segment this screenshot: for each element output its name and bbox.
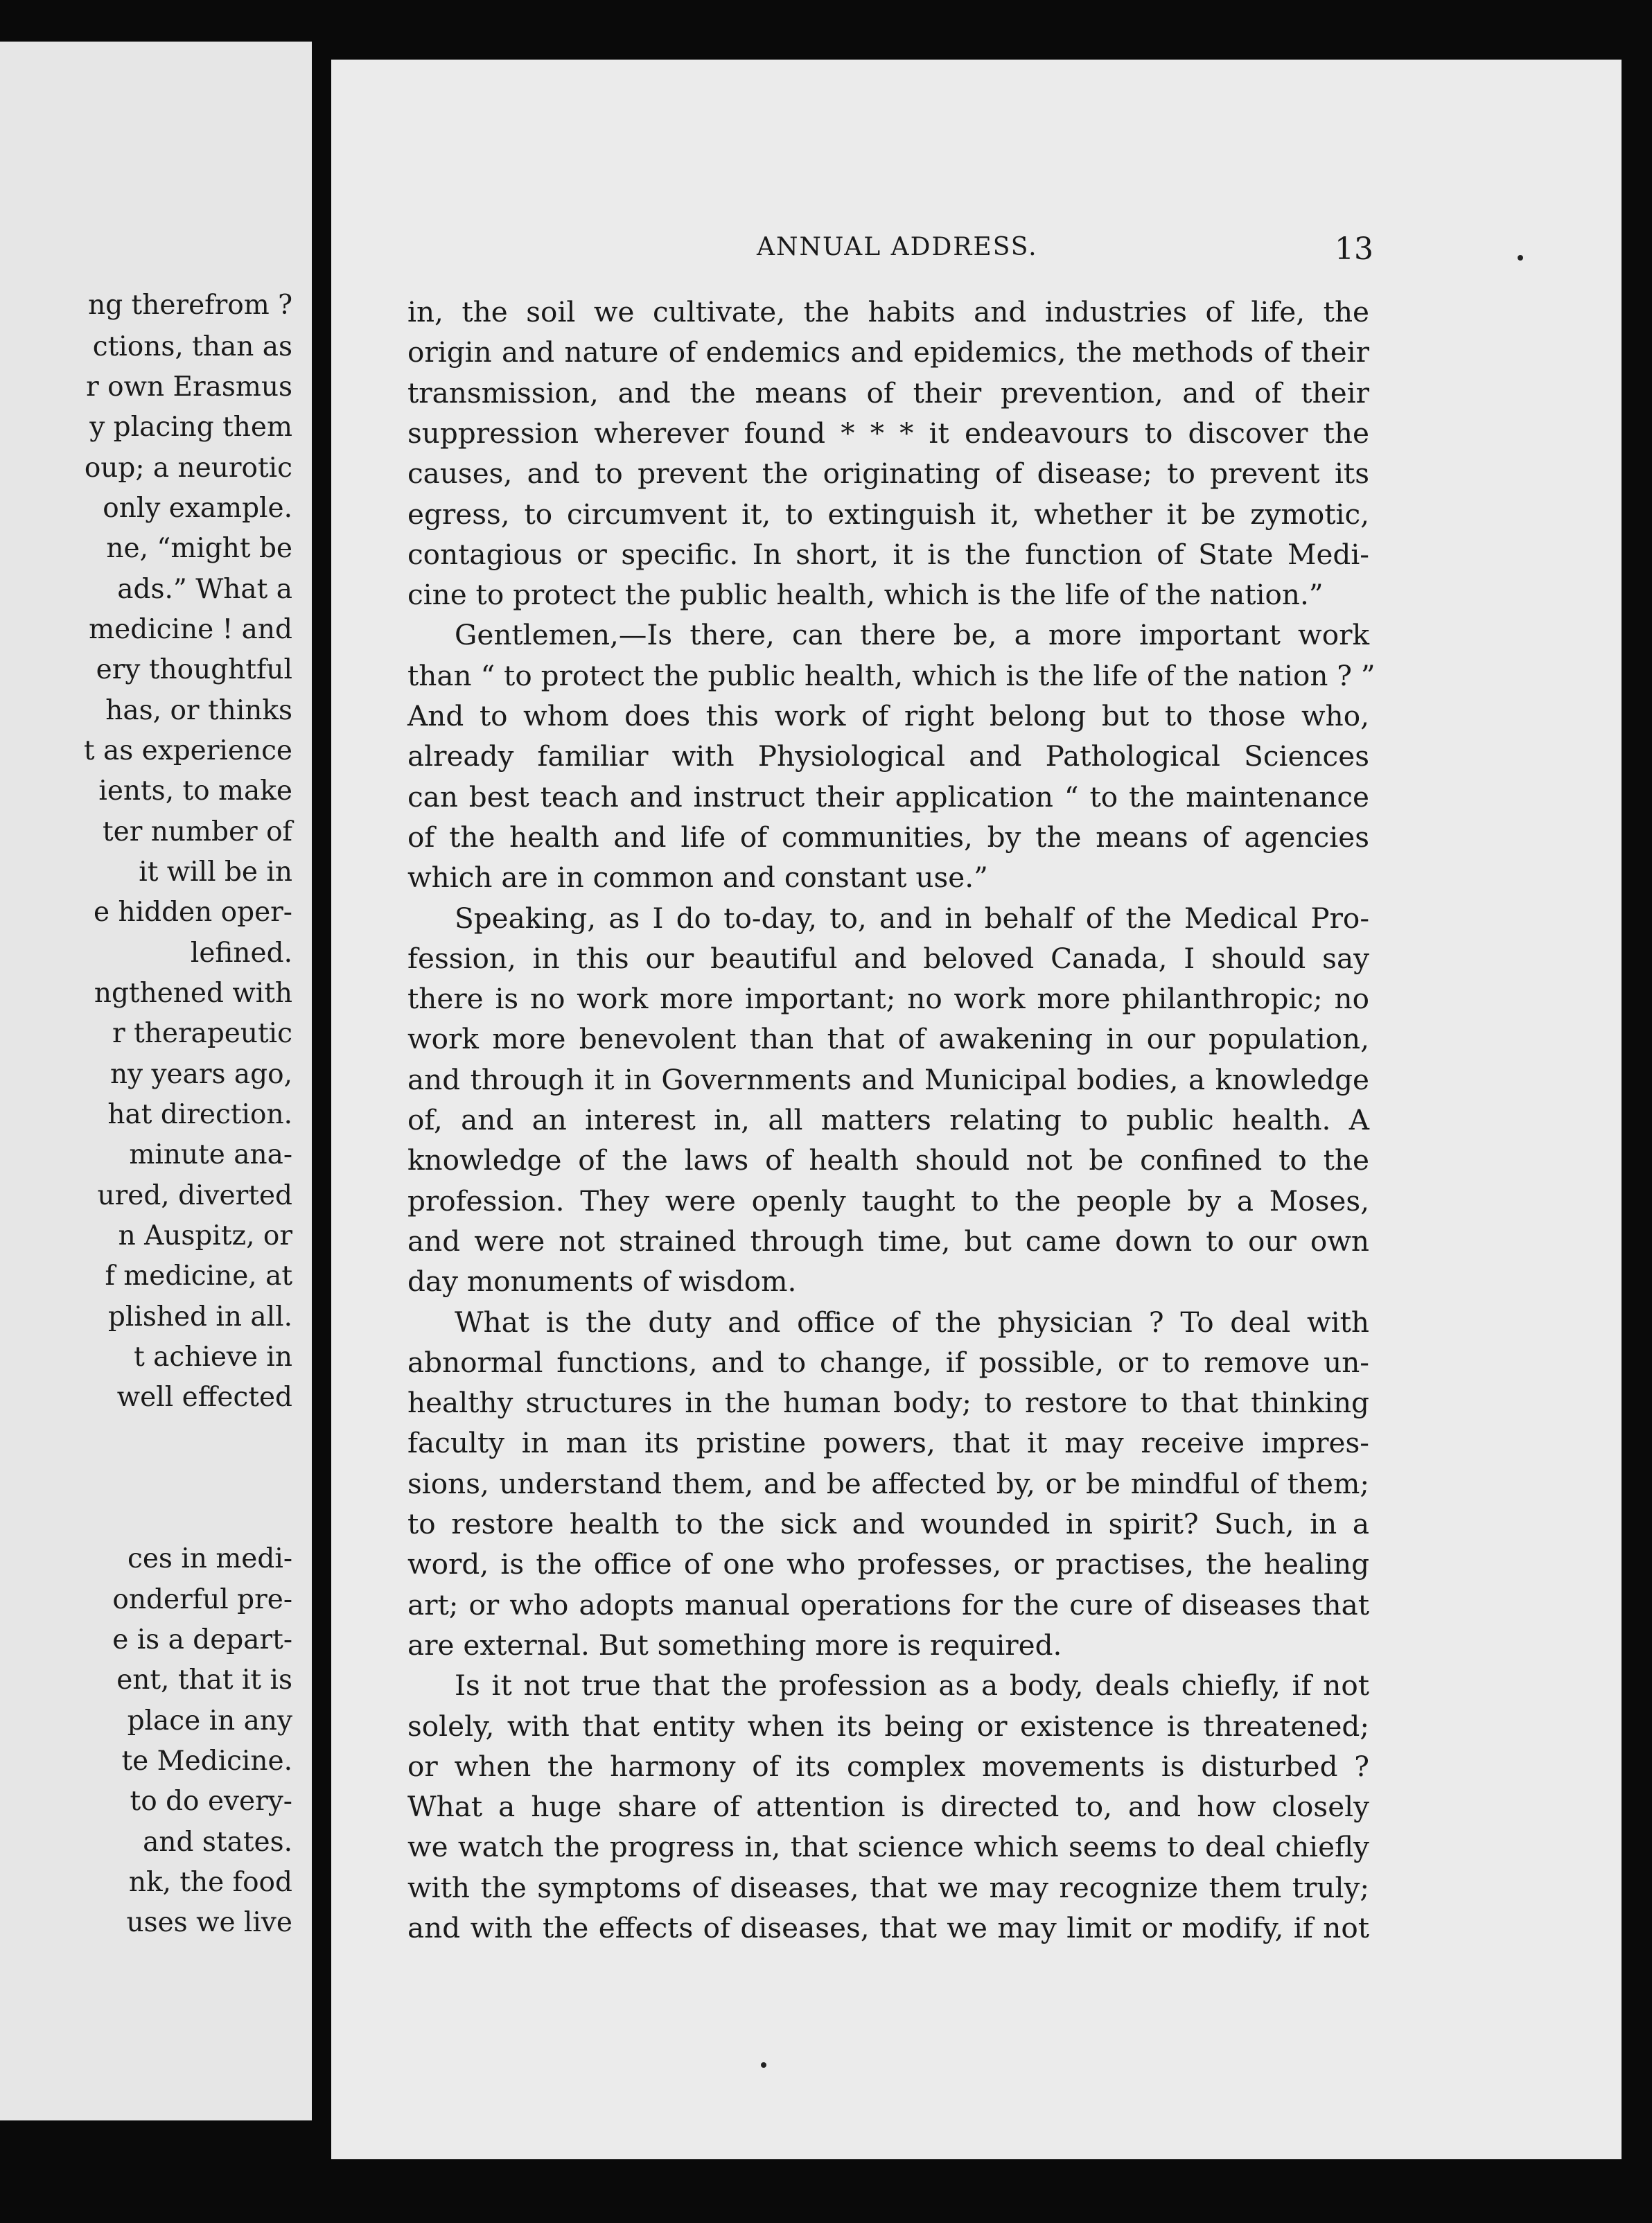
text-line: word, is the office of one who professes, or practises, the healing — [407, 1547, 1369, 1581]
speck — [761, 2062, 766, 2068]
text-line: contagious or specific. In short, it is the function of State Medi- — [407, 537, 1369, 571]
left-page-line: ients, to make — [98, 775, 292, 807]
left-page-line: ny years ago, — [109, 1059, 292, 1090]
left-page-line: ter number of — [102, 816, 292, 847]
left-page-line: e hidden oper- — [94, 897, 292, 928]
text-line: to restore health to the sick and wounded in spirit? Such, in a — [407, 1507, 1369, 1540]
text-line: and with the effects of diseases, that we may limit or modify, if not — [407, 1911, 1369, 1944]
left-page-line: has, or thinks — [105, 695, 292, 726]
speck — [1518, 255, 1523, 261]
left-page-line: onderful pre- — [112, 1584, 292, 1615]
text-line: and were not strained through time, but came down to our own — [407, 1224, 1369, 1258]
left-page-line: ery thoughtful — [96, 654, 292, 685]
left-page-line: te Medicine. — [121, 1746, 292, 1777]
text-line: profession. They were openly taught to the people by a Moses, — [407, 1184, 1369, 1218]
text-line: or when the harmony of its complex movements is disturbed ? — [407, 1749, 1369, 1783]
text-line: and through it in Governments and Municipal bodies, a knowledge — [407, 1062, 1369, 1096]
text-line: which are in common and constant use.” — [407, 861, 988, 895]
text-line: Speaking, as I do to-day, to, and in behalf of the Medical Pro- — [455, 901, 1369, 935]
text-line: than “ to protect the public health, which is the life of the nation ? ” — [407, 658, 1376, 692]
left-page-line: it will be in — [139, 856, 292, 888]
right-page — [331, 60, 1622, 2159]
text-line: abnormal functions, and to change, if possible, or to remove un- — [407, 1345, 1369, 1379]
text-line: can best teach and instruct their application “ to the maintenance — [407, 780, 1369, 814]
left-page-line: ng therefrom ? — [88, 290, 292, 321]
page-number: 13 — [1335, 231, 1373, 267]
left-page-line: r own Erasmus — [86, 371, 292, 403]
left-page-line: f medicine, at — [105, 1260, 292, 1292]
left-page-line: t as experience — [83, 735, 292, 766]
left-page-line: ne, “might be — [106, 533, 292, 564]
text-line: causes, and to prevent the originating of disease; to prevent its — [407, 457, 1369, 491]
left-page-line: ads.” What a — [117, 574, 292, 605]
text-line: fession, in this our beautiful and beloved Canada, I should say — [407, 941, 1369, 975]
text-line: cine to protect the public health, which is the life of the nation.” — [407, 578, 1324, 612]
text-line: And to whom does this work of right belong but to those who, — [407, 699, 1369, 732]
text-line: faculty in man its pristine powers, that it may receive impres- — [407, 1426, 1369, 1460]
text-line: of the health and life of communities, by the means of agencies — [407, 820, 1369, 854]
left-page-line: ured, diverted — [97, 1180, 292, 1211]
left-page-line: uses we live — [126, 1907, 292, 1938]
text-line: we watch the progress in, that science which seems to deal chiefly — [407, 1830, 1369, 1864]
left-page-line: to do every- — [130, 1786, 292, 1817]
text-line: origin and nature of endemics and epidemics, the methods of their — [407, 335, 1369, 369]
text-line: solely, with that entity when its being or existence is threatened; — [407, 1709, 1369, 1743]
left-page-line: t achieve in — [134, 1342, 292, 1373]
text-line: Is it not true that the profession as a body, deals chiefly, if not — [455, 1669, 1369, 1703]
left-page-line: r therapeutic — [112, 1018, 292, 1049]
left-page-line: y placing them — [89, 412, 292, 443]
text-line: suppression wherever found * * * it endeavours to discover the — [407, 416, 1369, 450]
text-line: day monuments of wisdom. — [407, 1265, 797, 1299]
text-line: work more benevolent than that of awakening in our population, — [407, 1022, 1369, 1056]
text-line: What is the duty and office of the physician ? To deal with — [455, 1305, 1369, 1339]
text-line: sions, understand them, and be affected by, or be mindful of them; — [407, 1466, 1369, 1500]
text-line: art; or who adopts manual operations for the cure of diseases that — [407, 1588, 1369, 1622]
left-page-line: oup; a neurotic — [84, 452, 292, 484]
left-page-line: and states. — [143, 1827, 292, 1858]
text-line: healthy structures in the human body; to restore to that thinking — [407, 1386, 1369, 1420]
left-page-line: only example. — [103, 493, 292, 524]
running-head: ANNUAL ADDRESS. — [757, 233, 1038, 261]
text-line: What a huge share of attention is directed to, and how closely — [407, 1790, 1369, 1824]
left-page-line: ent, that it is — [116, 1664, 292, 1696]
left-page-line: place in any — [127, 1705, 292, 1737]
left-page-line: hat direction. — [107, 1099, 292, 1130]
text-line: are external. But something more is required. — [407, 1628, 1062, 1662]
left-page-line: well effected — [116, 1382, 292, 1413]
left-page-line: lefined. — [190, 938, 292, 969]
left-page-line: ctions, than as — [92, 331, 292, 362]
left-page-line: n Auspitz, or — [118, 1220, 292, 1251]
text-line: with the symptoms of diseases, that we may recognize them truly; — [407, 1870, 1369, 1904]
left-page-line: plished in all. — [107, 1301, 292, 1333]
left-page-line: nk, the food — [128, 1867, 292, 1898]
left-page-fragment — [0, 42, 312, 2120]
text-line: there is no work more important; no work more philanthropic; no — [407, 982, 1369, 1016]
text-line: already familiar with Physiological and Pathological Sciences — [407, 739, 1369, 773]
left-page-line: minute ana- — [129, 1139, 292, 1170]
text-line: knowledge of the laws of health should not be confined to the — [407, 1143, 1369, 1177]
text-line: in, the soil we cultivate, the habits and industries of life, the — [407, 295, 1369, 328]
left-page-line: medicine ! and — [89, 614, 292, 645]
text-line: Gentlemen,—Is there, can there be, a more important work — [455, 618, 1369, 652]
text-line: of, and an interest in, all matters relating to public health. A — [407, 1103, 1369, 1136]
text-line: egress, to circumvent it, to extinguish it, whether it be zymotic, — [407, 497, 1369, 531]
left-page-line: ces in medi- — [128, 1543, 292, 1574]
text-line: transmission, and the means of their prevention, and of their — [407, 376, 1369, 410]
left-page-line: e is a depart- — [112, 1624, 292, 1655]
left-page-line: ngthened with — [94, 978, 292, 1009]
